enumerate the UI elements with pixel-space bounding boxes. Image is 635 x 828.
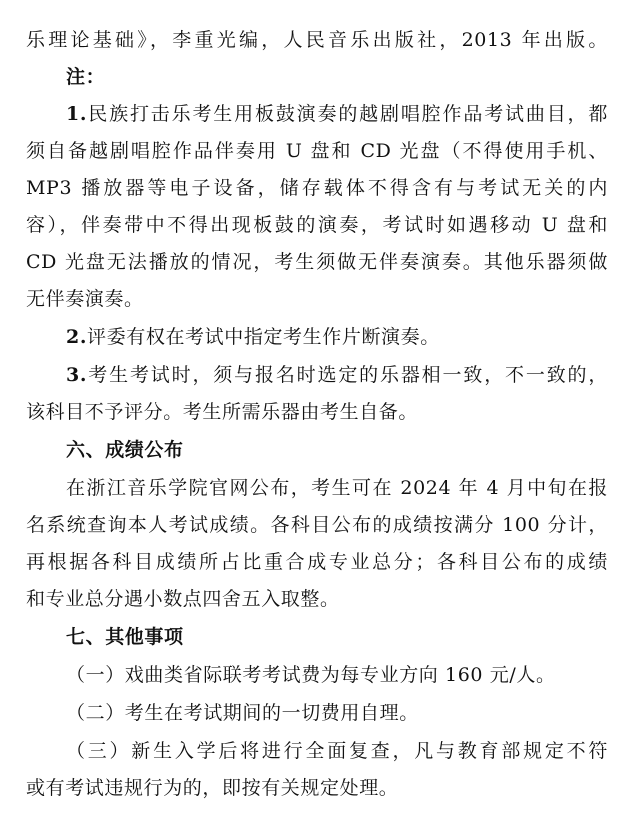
- list-item: （三）新生入学后将进行全面复查，凡与教育部规定不符: [66, 740, 608, 762]
- section-7-heading: 七、其他事项: [66, 626, 184, 648]
- text-line: 该科目不予评分。考生所需乐器由考生自备。: [26, 401, 419, 423]
- note-number: 2.: [66, 326, 88, 348]
- section-6-heading: 六、成绩公布: [66, 439, 184, 461]
- note-number: 1.: [66, 103, 88, 125]
- list-item: （二）考生在考试期间的一切费用自理。: [66, 702, 419, 724]
- text-line: 无伴奏演奏。: [26, 288, 144, 310]
- text-line: 或有考试违规行为的，即按有关规定处理。: [26, 777, 399, 799]
- note-2-line: [66, 319, 440, 356]
- text-line: 再根据各科目成绩所占比重合成专业总分；各科目公布的成绩: [26, 551, 608, 573]
- text-line: 名系统查询本人考试成绩。各科目公布的成绩按满分 100 分计，: [26, 514, 608, 536]
- text-line: 须自备越剧唱腔作品伴奏用 U 盘和 CD 光盘（不得使用手机、: [26, 140, 608, 162]
- note-3-first-line: [66, 357, 608, 394]
- note-1-first-line: [66, 96, 608, 133]
- text-line: CD 光盘无法播放的情况，考生须做无伴奏演奏。其他乐器须做: [26, 251, 608, 273]
- note-number: 3.: [66, 364, 88, 386]
- list-item: （一）戏曲类省际联考考试费为每专业方向 160 元/人。: [66, 664, 556, 686]
- note-text: 评委有权在考试中指定考生作片断演奏。: [87, 326, 440, 348]
- text-line: MP3 播放器等电子设备，储存载体不得含有与考试无关的内: [26, 177, 608, 199]
- text-line: 容），伴奏带中不得出现板鼓的演奏，考试时如遇移动 U 盘和: [26, 214, 608, 236]
- text-line: 在浙江音乐学院官网公布，考生可在 2024 年 4 月中旬在报: [66, 477, 608, 499]
- text-line: 和专业总分遇小数点四舍五入取整。: [26, 588, 340, 610]
- note-heading: 注：: [66, 66, 106, 88]
- text-line: 乐理论基础》，李重光编，人民音乐出版社，2013 年出版。: [26, 29, 608, 51]
- note-text: 考生考试时，须与报名时选定的乐器相一致，不一致的，: [87, 364, 608, 386]
- note-text: 民族打击乐考生用板鼓演奏的越剧唱腔作品考试曲目，都: [87, 103, 608, 125]
